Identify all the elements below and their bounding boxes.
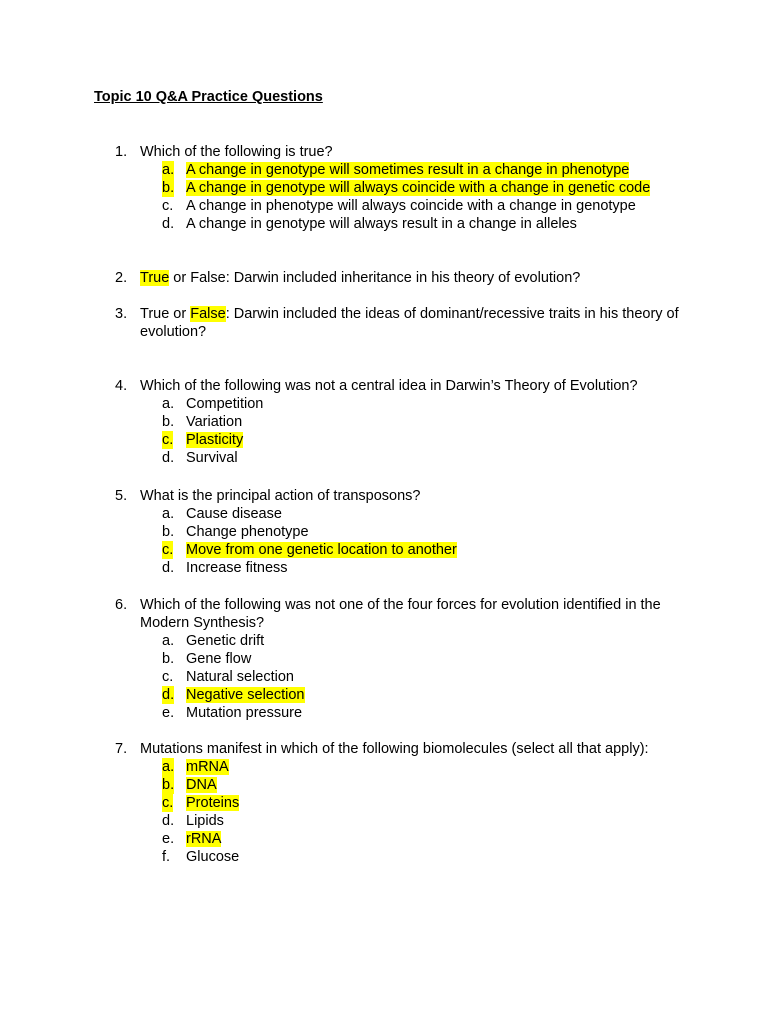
question-text	[140, 487, 685, 505]
question-text-part: Which of the following was not a central idea in Darwin’s Theory of Evolution?	[140, 378, 638, 394]
option-4b	[115, 413, 685, 431]
option-text: Lipids	[186, 813, 224, 829]
option-5c	[115, 541, 685, 559]
option-letter: b.	[162, 777, 175, 793]
option-list	[115, 632, 685, 722]
option-letter: e.	[162, 831, 175, 847]
question-4	[115, 377, 685, 467]
option-1c	[115, 197, 685, 215]
option-letter: e.	[162, 705, 175, 721]
option-text: Move from one genetic location to another	[186, 542, 457, 558]
option-letter: d.	[162, 560, 175, 576]
question-number: 3.	[115, 306, 128, 322]
option-text: DNA	[186, 777, 217, 793]
option-text: Increase fitness	[186, 560, 288, 576]
question-number: 5.	[115, 488, 128, 504]
option-7f	[115, 848, 685, 866]
question-text-part: True or	[140, 306, 191, 322]
option-letter: c.	[162, 669, 174, 685]
option-letter: d.	[162, 687, 175, 703]
option-7e	[115, 830, 685, 848]
option-7d	[115, 812, 685, 830]
option-4d	[115, 449, 685, 467]
option-text: Change phenotype	[186, 524, 309, 540]
page-title: Topic 10 Q&A Practice Questions	[94, 89, 323, 105]
option-list	[115, 395, 685, 467]
question-text	[140, 377, 685, 395]
question-2	[115, 269, 685, 287]
option-5b	[115, 523, 685, 541]
option-7a	[115, 758, 685, 776]
option-4c	[115, 431, 685, 449]
option-letter: f.	[162, 849, 171, 865]
option-text: Cause disease	[186, 506, 282, 522]
question-5	[115, 487, 685, 577]
option-7b	[115, 776, 685, 794]
option-text: Glucose	[186, 849, 240, 865]
question-7	[115, 740, 685, 866]
option-list	[115, 161, 685, 233]
option-text: mRNA	[186, 759, 229, 775]
question-text	[140, 740, 685, 758]
question-text-part: Mutations manifest in which of the following biomolecules (select all that apply):	[140, 741, 649, 757]
option-6c	[115, 668, 685, 686]
answer-highlight: False	[190, 306, 226, 322]
question-text-part: : Darwin included the ideas of dominant/recessive traits in his theory of evolution?	[140, 306, 679, 340]
option-text: A change in genotype will always coincide with a change in genetic code	[186, 180, 651, 196]
option-text: Genetic drift	[186, 633, 265, 649]
question-number: 1.	[115, 144, 128, 160]
option-text: A change in genotype will always result in a change in alleles	[186, 216, 577, 232]
option-text: A change in phenotype will always coincide with a change in genotype	[186, 198, 636, 214]
option-letter: a.	[162, 759, 175, 775]
option-text: A change in genotype will sometimes result in a change in phenotype	[186, 162, 630, 178]
question-3	[115, 305, 685, 341]
question-1	[115, 143, 685, 233]
option-list	[115, 505, 685, 577]
option-text: Competition	[186, 396, 264, 412]
option-7c	[115, 794, 685, 812]
option-5d	[115, 559, 685, 577]
option-text: Natural selection	[186, 669, 294, 685]
option-text: Survival	[186, 450, 238, 466]
option-letter: c.	[162, 795, 174, 811]
answer-highlight: True	[140, 270, 170, 286]
option-1b	[115, 179, 685, 197]
option-list	[115, 758, 685, 866]
option-letter: a.	[162, 633, 175, 649]
option-text: Proteins	[186, 795, 240, 811]
option-6a	[115, 632, 685, 650]
option-letter: a.	[162, 506, 175, 522]
question-text	[140, 269, 685, 287]
option-text: Variation	[186, 414, 243, 430]
option-letter: c.	[162, 432, 174, 448]
question-text	[140, 596, 685, 632]
option-6b	[115, 650, 685, 668]
option-letter: c.	[162, 198, 174, 214]
question-number: 6.	[115, 597, 128, 613]
question-number: 4.	[115, 378, 128, 394]
question-text-part: What is the principal action of transposons?	[140, 488, 421, 504]
question-text-part: or False: Darwin included inheritance in his theory of evolution?	[169, 270, 581, 286]
option-letter: b.	[162, 180, 175, 196]
option-text: Gene flow	[186, 651, 252, 667]
option-text: Plasticity	[186, 432, 244, 448]
option-text: Negative selection	[186, 687, 305, 703]
question-6	[115, 596, 685, 722]
option-letter: b.	[162, 651, 175, 667]
option-text: Mutation pressure	[186, 705, 303, 721]
option-letter: d.	[162, 813, 175, 829]
option-letter: b.	[162, 414, 175, 430]
question-text-part: Which of the following is true?	[140, 144, 333, 160]
option-letter: b.	[162, 524, 175, 540]
question-text-part: Which of the following was not one of the four forces for evolution identified in the Modern Synthesis?	[140, 597, 661, 631]
option-6d	[115, 686, 685, 704]
option-1a	[115, 161, 685, 179]
option-6e	[115, 704, 685, 722]
option-letter: a.	[162, 396, 175, 412]
option-letter: d.	[162, 216, 175, 232]
question-text	[140, 305, 685, 341]
question-number: 7.	[115, 741, 128, 757]
question-text	[140, 143, 685, 161]
option-4a	[115, 395, 685, 413]
option-letter: c.	[162, 542, 174, 558]
option-1d	[115, 215, 685, 233]
option-text: rRNA	[186, 831, 222, 847]
option-letter: d.	[162, 450, 175, 466]
option-5a	[115, 505, 685, 523]
option-letter: a.	[162, 162, 175, 178]
question-number: 2.	[115, 270, 128, 286]
